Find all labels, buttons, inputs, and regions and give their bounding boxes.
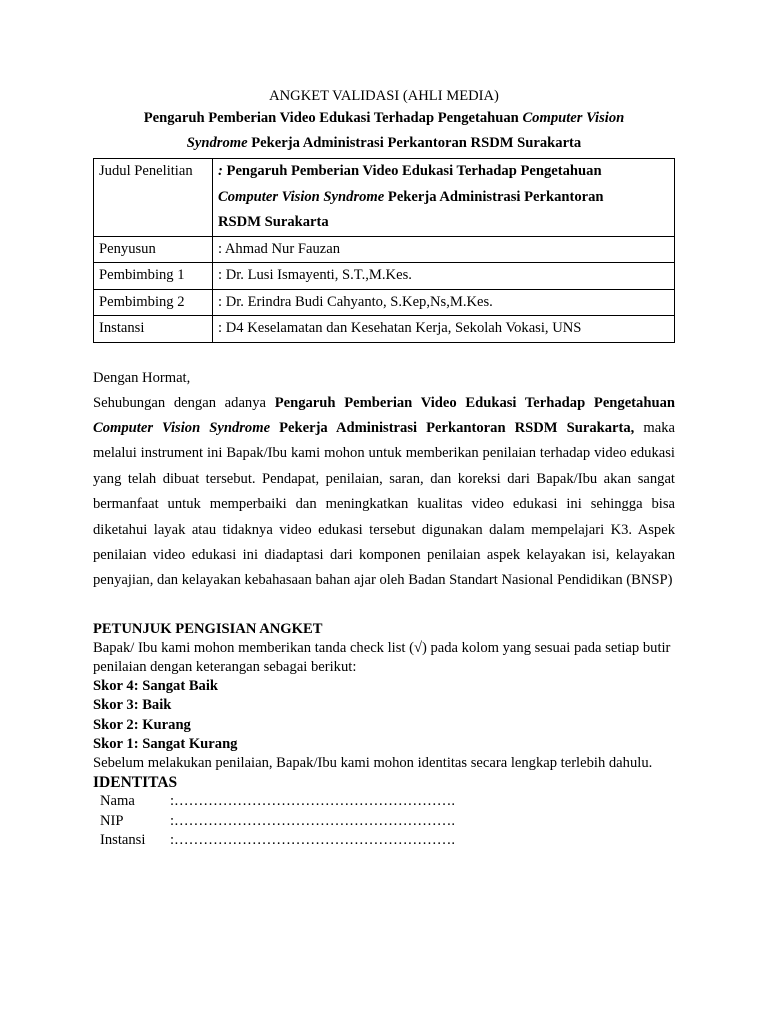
petunjuk-instruction: Bapak/ Ibu kami mohon memberikan tanda check list (√) pada kolom yang sesuai pada setiap butir penilaian dengan keterangan sebagai berikut: — [93, 639, 671, 675]
table-row — [94, 289, 675, 316]
identitas-heading: IDENTITAS — [93, 774, 178, 792]
identity-row-nama[interactable] — [93, 792, 675, 811]
row-value: : Dr. Lusi Ismayenti, S.T.,M.Kes. — [213, 263, 675, 290]
letter-italic-title: Computer Vision Syndrome — [93, 419, 271, 436]
score-item: Skor 3: Baik — [93, 697, 172, 714]
table-row — [94, 236, 675, 263]
score-item: Skor 4: Sangat Baik — [93, 678, 219, 695]
subtitle-text: Pengaruh Pemberian Video Edukasi Terhadap Pengetahuan — [143, 110, 523, 126]
identity-fill-line[interactable]: :…………………………………………………. — [170, 793, 455, 810]
score-item: Skor 2: Kurang — [93, 716, 191, 733]
table-row — [94, 316, 675, 343]
letter-intro: Sehubungan dengan adanya — [93, 394, 275, 411]
research-info-table — [93, 158, 675, 343]
identity-fill-line[interactable]: :…………………………………………………. — [170, 812, 455, 829]
row-label: Pembimbing 2 — [94, 289, 213, 316]
letter-body — [93, 391, 675, 594]
judul-label: Judul Penelitian — [94, 159, 213, 237]
letter-body-text: maka melalui instrument ini Bapak/Ibu kami mohon untuk memberikan penilaian terhadap video edukasi yang telah dibuat tersebut. Pendapat, penilaian, saran, dan koreksi dari Bapak/Ibu akan sangat bermanfaat untuk memperbaiki dan meningkatkan kualitas video edukasi ini sehingga bisa diketahui layak atau tidaknya video edukasi tersebut digunakan dalam mempelajari K3. Aspek penilaian video edukasi ini diadaptasi dari komponen penilaian aspek kelayakan isi, kelayakan penyajian, dan kelayakan kebahasaan bahan ajar oleh Badan Standart Nasional Pendidikan (BNSP) — [93, 419, 675, 589]
row-value: : Ahmad Nur Fauzan — [213, 236, 675, 263]
row-value: : Dr. Erindra Budi Cahyanto, S.Kep,Ns,M.Kes. — [213, 289, 675, 316]
judul-italic-text: Computer Vision Syndrome — [218, 188, 385, 205]
document-title: ANGKET VALIDASI (AHLI MEDIA) — [269, 88, 499, 104]
petunjuk-heading: PETUNJUK PENGISIAN ANGKET — [93, 620, 323, 637]
row-label: Pembimbing 1 — [94, 263, 213, 290]
table-row — [94, 159, 675, 237]
subtitle-italic-text: Computer Vision — [522, 110, 625, 126]
document-page — [93, 86, 675, 850]
document-subtitle — [93, 106, 675, 156]
row-label: Instansi — [94, 316, 213, 343]
identity-fill-line[interactable]: :…………………………………………………. — [170, 831, 455, 848]
subtitle-text-2: Pekerja Administrasi Perkantoran RSDM Surakarta — [247, 135, 582, 151]
letter-bold-title-2: Pekerja Administrasi Perkantoran RSDM Surakarta, — [270, 419, 635, 436]
judul-value — [213, 159, 675, 237]
row-label: Penyusun — [94, 236, 213, 263]
row-value: : D4 Keselamatan dan Kesehatan Kerja, Sekolah Vokasi, UNS — [213, 316, 675, 343]
greeting: Dengan Hormat, — [93, 369, 191, 386]
identity-label: NIP — [100, 812, 124, 829]
judul-text-2: Pekerja Administrasi Perkantoran — [384, 188, 604, 205]
petunjuk-note: Sebelum melakukan penilaian, Bapak/Ibu kami mohon identitas secara lengkap terlebih dahulu. — [93, 754, 653, 771]
letter-bold-title-1: Pengaruh Pemberian Video Edukasi Terhadap Pengetahuan — [274, 394, 675, 411]
subtitle-italic-text-2: Syndrome — [186, 135, 248, 151]
table-row — [94, 263, 675, 290]
identity-row-instansi[interactable] — [93, 831, 675, 850]
judul-colon: : — [218, 163, 223, 179]
identity-label: Instansi — [100, 831, 146, 848]
identity-label: Nama — [100, 793, 135, 810]
score-item: Skor 1: Sangat Kurang — [93, 735, 238, 752]
identity-row-nip[interactable] — [93, 812, 675, 831]
judul-text-3: RSDM Surakarta — [218, 214, 329, 230]
judul-text-1: Pengaruh Pemberian Video Edukasi Terhadap Pengetahuan — [222, 163, 602, 179]
